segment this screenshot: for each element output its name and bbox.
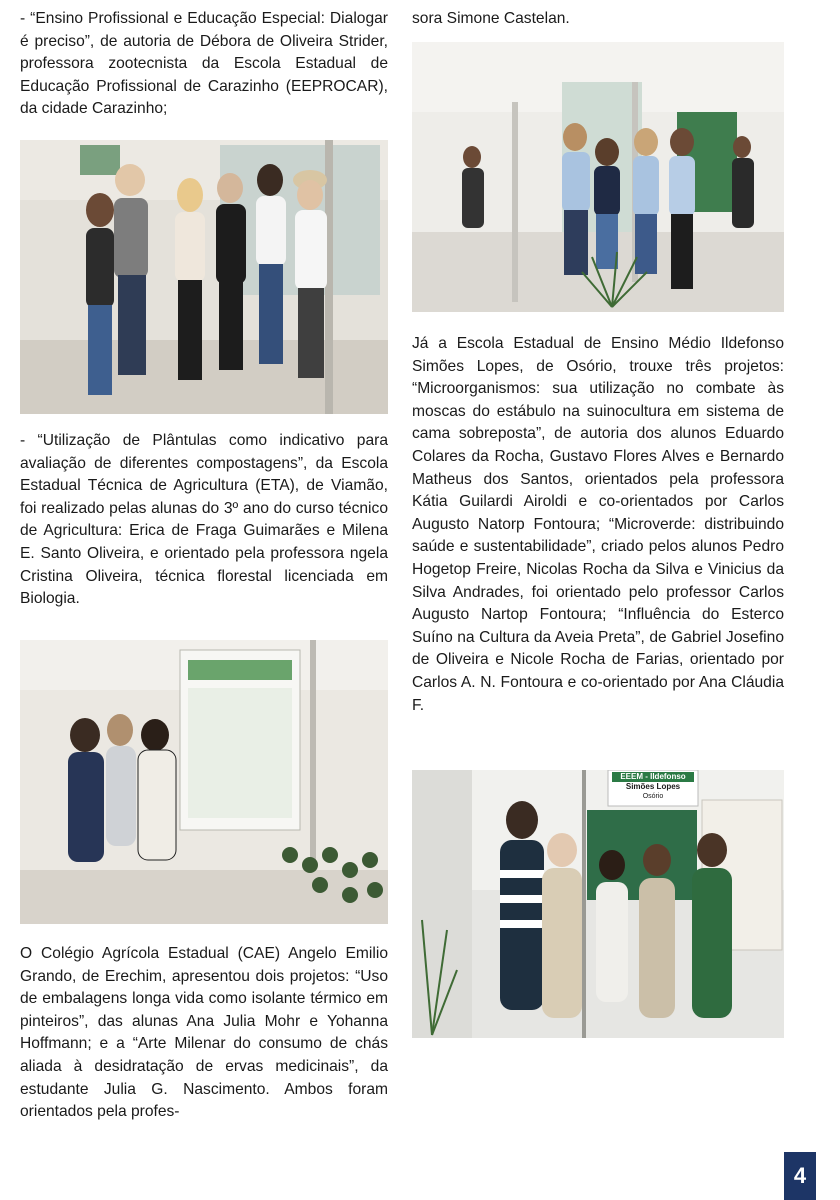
booth-sign-line-1: EEEM - Ildefonso bbox=[620, 772, 686, 781]
photo-fair-booth-group bbox=[412, 42, 784, 312]
booth-sign-line-2: Simões Lopes bbox=[625, 782, 681, 791]
booth-sign-line-3: Osório bbox=[642, 793, 664, 800]
left-paragraph-eta-viamao: - “Utilização de Plântulas como indicativo para avaliação de diferentes compostagens”, da Escola Estadual Técnica de Agricultura (ETA), de Viamão, foi realizado pelas alunas do 3º ano do curso técnico de Agricultura: Erica de Fraga Guimarães e Milena E. Santo Oliveira, e orientado pela professora ngela Cristina Oliveira, técnica florestal licenciada em Biologia. bbox=[20, 432, 388, 608]
photo-eeem-osorio-group bbox=[412, 770, 784, 1038]
page-number-badge bbox=[784, 1152, 816, 1200]
left-paragraph-carazinho: - “Ensino Profissional e Educação Especial: Dialogar é preciso”, de autoria de Débora de Oliveira Strider, professora zootecnista da Escola Estadual de Educação Profissional de Carazinho (EEPROCAR), da cidade Carazinho; bbox=[20, 10, 388, 118]
page-number: 4 bbox=[793, 1163, 807, 1188]
booth-sign bbox=[610, 772, 696, 802]
photo-eta-viamao-group bbox=[20, 640, 388, 924]
right-paragraph-continuation: sora Simone Castelan. bbox=[412, 10, 570, 27]
right-paragraph-osorio: Já a Escola Estadual de Ensino Médio Ildefonso Simões Lopes, de Osório, trouxe três projetos: “Microorganismos: sua utilização no combate às moscas do estábulo na suinocultura em sistema de cama sobreposta”, de autoria dos alunos Eduardo Colares da Rocha, Gustavo Flores Alves e Bernardo Matheus dos Santos, orientados pela professora Kátia Guilardi Airoldi e co-orientados por Carlos Augusto Natorp Fontoura; “Microverde: distribuindo saúde e sustentabilidade”, criado pelos alunos Pedro Hogetop Freire, Nicolas Rocha da Silva e Vinicius da Silva Andrades, foi orientado pelo professor Carlos Augusto Nartop Fontoura; “Influência do Esterco Suíno na Cultura da Aveia Preta”, de Gabriel Josefino de Oliveira e Nicole Rocha de Farias, orientado por Carlos A. N. Fontoura e co-orientado por Ana Cláudia F. bbox=[412, 335, 784, 714]
photo-carazinho-group bbox=[20, 140, 388, 414]
left-paragraph-cae-erechim: O Colégio Agrícola Estadual (CAE) Angelo Emilio Grando, de Erechim, apresentou dois projetos: “Uso de embalagens longa vida como isolante térmico em pinteiros”, das alunas Ana Julia Mohr e Yohanna Hoffmann; e a “Arte Milenar do consumo de chás aliada à desidratação de ervas medicinais”, da estudante Julia G. Nascimento. Ambos foram orientados pela profes- bbox=[20, 945, 388, 1121]
